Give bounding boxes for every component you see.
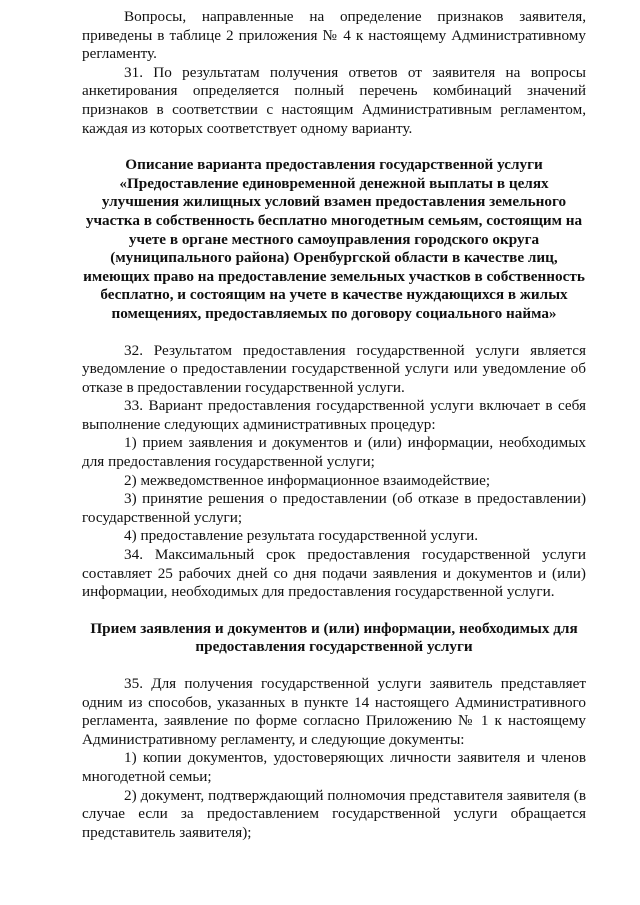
paragraph-questions: Вопросы, направленные на определение признаков заявителя, приведены в таблице 2 приложения № 4 к настоящему Административному регламенту. — [82, 8, 586, 63]
paragraph-33: 33. Вариант предоставления государственной услуги включает в себя выполнение следующих административных процедур: — [82, 397, 586, 433]
section-heading-variant: Описание варианта предоставления государственной услуги «Предоставление единовременной денежной выплаты в целях улучшения жилищных условий взамен предоставления земельного участка в собственность бесплатно многодетным семьям, состоящим на учете в органе местного самоуправления городского округа (муниципального района) Оренбургской области в качестве лиц, имеющих право на предоставление земельных участков в собственность бесплатно, и состоящим на учете в качестве нуждающихся в жилых помещениях, предоставляемых по договору социального найма» — [83, 156, 585, 322]
list-item-33-2: 2) межведомственное информационное взаимодействие; — [124, 471, 491, 489]
list-item-33-1: 1) прием заявления и документов и (или) информации, необходимых для предоставления государственной услуги; — [82, 434, 586, 471]
section-heading-application: Прием заявления и документов и (или) информации, необходимых для предоставления государственной услуги — [90, 619, 578, 656]
paragraph-35: 35. Для получения государственной услуги заявитель представляет одним из способов, указанных в пункте 14 настоящего Административного регламента, заявление по форме согласно Приложению № 1 к настоящему Административному регламенту, и следующие документы: — [82, 675, 586, 748]
paragraph-32: 32. Результатом предоставления государственной услуги является уведомление о предоставлении государственной услуги или уведомление об отказе в предоставлении государственной услуги. — [82, 341, 586, 396]
paragraph-34: 34. Максимальный срок предоставления государственной услуги составляет 25 рабочих дней со дня подачи заявления и документов и (или) информации, необходимых для предоставления государственной услуги. — [82, 546, 586, 601]
list-item-35-1: 1) копии документов, удостоверяющих личности заявителя и членов многодетной семьи; — [82, 749, 586, 785]
list-item-35-2: 2) документ, подтверждающий полномочия представителя заявителя (в случае если за предоставлением государственной услуги обращается представитель заявителя); — [82, 786, 586, 841]
list-item-33-4: 4) предоставление результата государственной услуги. — [124, 527, 479, 545]
list-item-33-3: 3) принятие решения о предоставлении (об отказе в предоставлении) государственной услуги; — [82, 490, 586, 526]
paragraph-31: 31. По результатам получения ответов от заявителя на вопросы анкетирования определяется полный перечень комбинаций значений признаков в соответствии с настоящим Административным регламентом, каждая из которых соответствует одному варианту. — [82, 63, 586, 137]
